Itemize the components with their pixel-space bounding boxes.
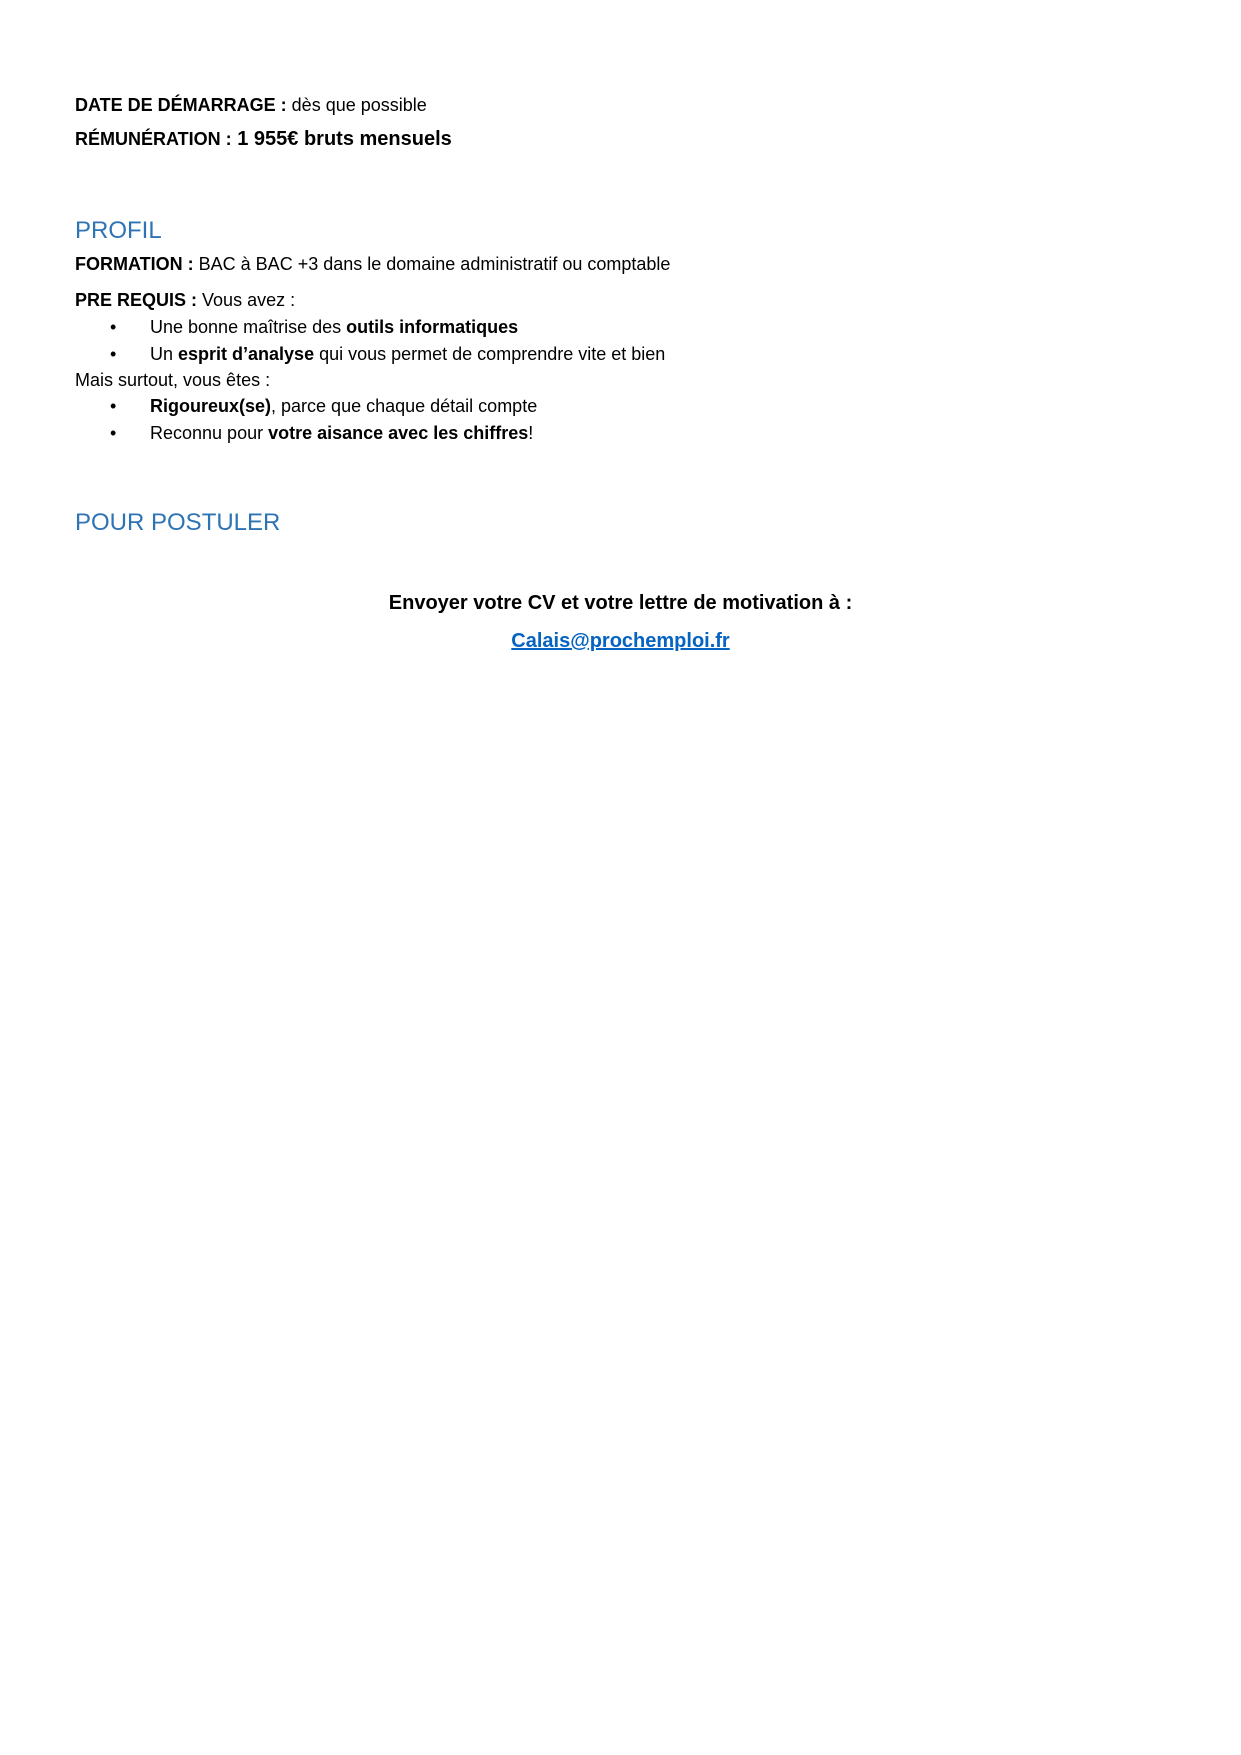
salary-value: 1 955€ bruts mensuels [231, 128, 452, 150]
prereq-line [75, 288, 295, 312]
list-item [110, 394, 537, 418]
apply-instruction: Envoyer votre CV et votre lettre de motivation à : [388, 592, 853, 614]
bullet-icon: • [110, 317, 117, 337]
profile-heading: PROFIL [75, 217, 162, 244]
list-item-text-post: ! [528, 423, 534, 443]
qualities-intro: Mais surtout, vous êtes : [75, 370, 271, 390]
list-item [110, 342, 665, 366]
list-item [110, 421, 533, 445]
formation-line [75, 252, 670, 276]
salary-line [75, 127, 452, 151]
formation-label: FORMATION : [75, 254, 194, 274]
start-date-value: dès que possible [286, 95, 427, 115]
list-item-text-bold: esprit d’analyse [178, 344, 315, 364]
list-item-text-bold: votre aisance avec les chiffres [268, 423, 529, 443]
bullet-icon: • [110, 344, 117, 364]
list-item-text-bold: Rigoureux(se) [150, 396, 272, 416]
list-item-text-pre: Reconnu pour [150, 423, 269, 443]
list-item-text-post: , parce que chaque détail compte [271, 396, 538, 416]
apply-heading: POUR POSTULER [75, 509, 281, 536]
list-item-text-bold: outils informatiques [346, 317, 519, 337]
prereq-label: PRE REQUIS : [75, 290, 198, 310]
start-date-line [75, 93, 427, 117]
prereq-value: Vous avez : [197, 290, 296, 310]
email-link[interactable]: Calais@prochemploi.fr [511, 630, 730, 652]
bullet-icon: • [110, 423, 117, 443]
bullet-icon: • [110, 396, 117, 416]
list-item [110, 315, 518, 339]
formation-value: BAC à BAC +3 dans le domaine administratif ou comptable [193, 254, 671, 274]
start-date-label: DATE DE DÉMARRAGE : [75, 95, 287, 115]
list-item-text-post: qui vous permet de comprendre vite et bien [314, 344, 666, 364]
list-item-text-pre: Une bonne maîtrise des [150, 317, 347, 337]
salary-label: RÉMUNÉRATION : [75, 129, 232, 149]
email-line [0, 628, 1241, 654]
list-item-text-pre: Un [150, 344, 179, 364]
